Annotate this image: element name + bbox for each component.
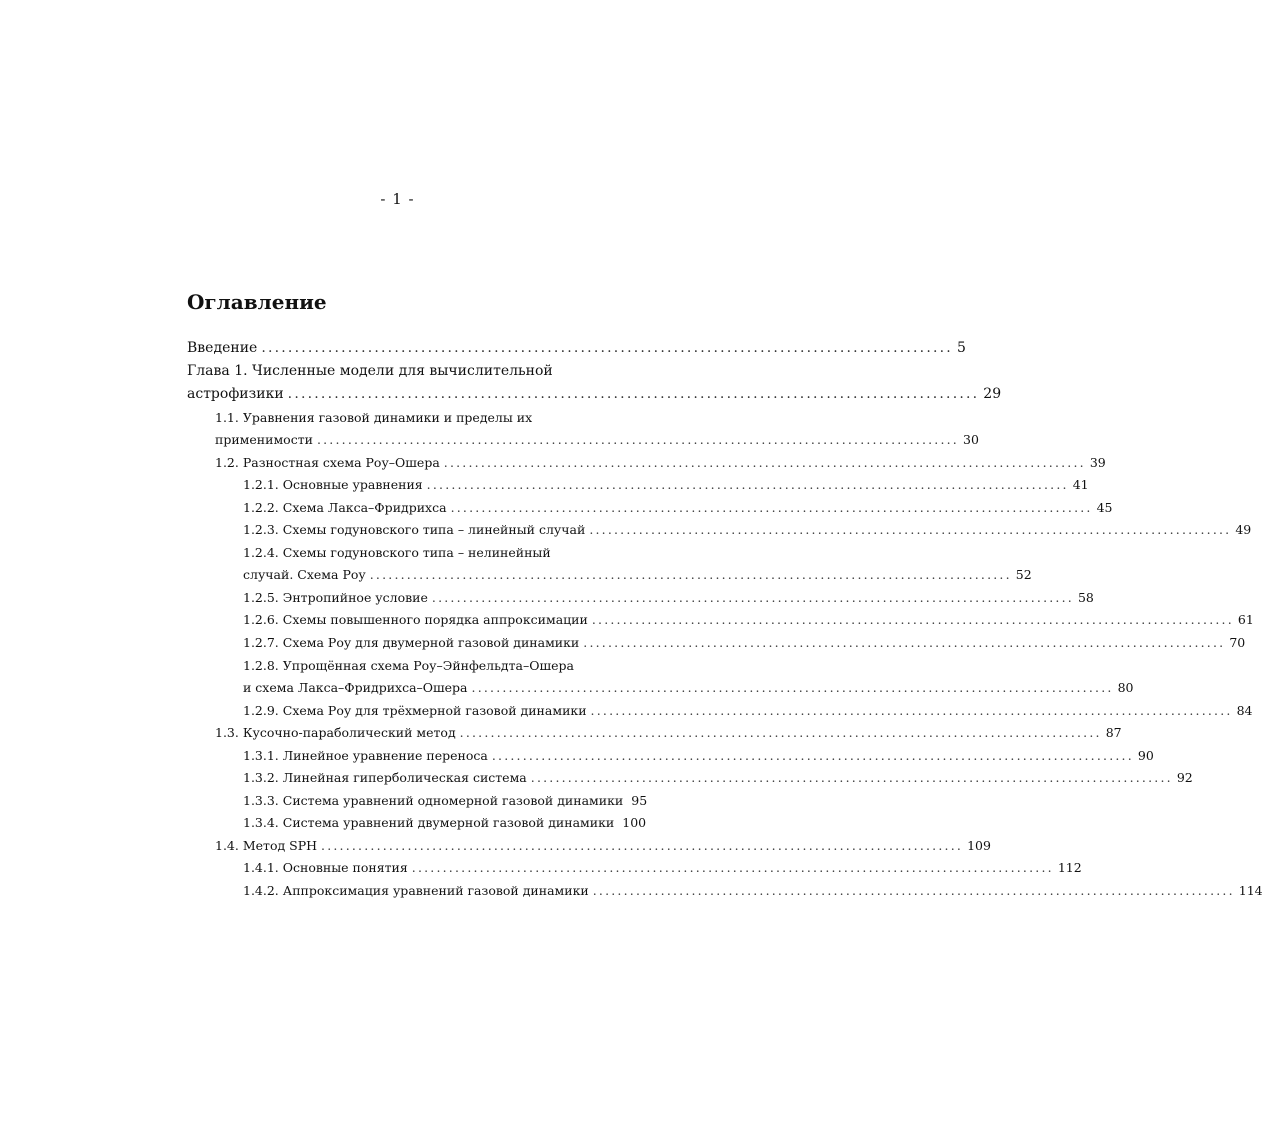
toc-entry-1-4[interactable] (215, 836, 991, 856)
toc-entry-1-2-3[interactable] (243, 520, 1252, 540)
dot-leader: ........................................................................................................ (583, 635, 1226, 650)
entry-text: 1.3.2. Линейная гиперболическая система (243, 770, 527, 785)
toc-entry-1-4-2[interactable] (243, 881, 1263, 901)
entry-text: случай. Схема Роу (243, 567, 366, 582)
entry-text: 1.1. Уравнения газовой динамики и пределы их (215, 410, 533, 425)
entry-page: 49 (1235, 522, 1252, 537)
toc-title: Оглавление (187, 290, 327, 314)
entry-text: 1.2.1. Основные уравнения (243, 477, 423, 492)
toc-entry-1-3-1[interactable] (243, 746, 1154, 766)
entry-page: 5 (956, 340, 966, 356)
entry-text: 1.4.1. Основные понятия (243, 860, 408, 875)
entry-page: 95 (631, 793, 648, 808)
toc-entry-1-3-2[interactable] (243, 768, 1193, 788)
dot-leader: ........................................................................................................ (287, 386, 980, 402)
dot-leader: ........................................................................................................ (431, 590, 1074, 605)
toc-entry-1-4-1[interactable] (243, 858, 1082, 878)
toc-entry-1-1-cont[interactable] (215, 430, 979, 450)
entry-page: 30 (963, 432, 979, 447)
dot-leader: ........................................................................................................ (261, 340, 953, 356)
toc-entry-1-3-3[interactable] (243, 791, 648, 811)
toc-entry-1-3[interactable] (215, 723, 1122, 743)
entry-text: и схема Лакса–Фридрихса–Ошера (243, 680, 468, 695)
entry-page: 61 (1237, 612, 1254, 627)
entry-text: 1.2.3. Схемы годуновского типа – линейный случай (243, 522, 586, 537)
toc-entry-1-2-9[interactable] (243, 701, 1253, 721)
entry-text: 1.2. Разностная схема Роу–Ошера (215, 455, 440, 470)
entry-text: Глава 1. Численные модели для вычислительной (187, 363, 553, 379)
dot-leader: ........................................................................................................ (530, 770, 1173, 785)
dot-leader: ........................................................................................................ (590, 703, 1233, 718)
entry-page: 112 (1057, 860, 1082, 875)
dot-leader: ........................................................................................................ (471, 680, 1114, 695)
toc-entry-1-2[interactable] (215, 453, 1106, 473)
entry-text: применимости (215, 432, 313, 447)
entry-page: 45 (1096, 500, 1113, 515)
entry-text: 1.2.9. Схема Роу для трёхмерной газовой динамики (243, 703, 587, 718)
entry-page: 29 (983, 386, 1002, 402)
dot-leader: ........................................................................................................ (426, 477, 1069, 492)
entry-text: 1.2.8. Упрощённая схема Роу–Эйнфельдта–Ошера (243, 658, 574, 673)
entry-page: 90 (1137, 748, 1154, 763)
entry-text: 1.2.5. Энтропийное условие (243, 590, 428, 605)
dot-leader: ........................................................................................................ (592, 883, 1235, 898)
toc-entry-1-2-2[interactable] (243, 498, 1113, 518)
toc-entry-chapter-1-cont[interactable] (187, 384, 1002, 404)
entry-page: 58 (1077, 590, 1094, 605)
dot-leader: ........................................................................................................ (443, 455, 1086, 470)
dot-leader: ........................................................................................................ (459, 725, 1102, 740)
entry-page: 52 (1015, 567, 1032, 582)
toc-entry-1-2-6[interactable] (243, 610, 1254, 630)
entry-text: 1.4. Метод SPH (215, 838, 318, 853)
entry-text: 1.2.4. Схемы годуновского типа – нелинейный (243, 545, 551, 560)
dot-leader: ........................................................................................................ (591, 612, 1234, 627)
dot-leader: ........................................................................................................ (450, 500, 1093, 515)
toc-entry-chapter-1[interactable] (187, 361, 639, 381)
entry-page: 87 (1105, 725, 1122, 740)
entry-page: 70 (1229, 635, 1246, 650)
entry-page: 41 (1072, 477, 1089, 492)
entry-text: 1.3.3. Система уравнений одномерной газовой динамики (243, 793, 624, 808)
entry-page: 80 (1117, 680, 1134, 695)
dot-leader: ........................................................................................................ (589, 522, 1232, 537)
toc-entry-1-3-4[interactable] (243, 813, 647, 833)
entry-page: 92 (1176, 770, 1193, 785)
entry-text: 1.3.1. Линейное уравнение переноса (243, 748, 488, 763)
entry-text: 1.2.2. Схема Лакса–Фридрихса (243, 500, 447, 515)
toc-entry-1-1[interactable] (215, 408, 639, 428)
entry-text: Введение (187, 340, 258, 356)
entry-page: 84 (1236, 703, 1253, 718)
toc-entry-introduction[interactable] (187, 338, 966, 358)
entry-text: 1.2.6. Схемы повышенного порядка аппроксимации (243, 612, 588, 627)
entry-text: 1.3.4. Система уравнений двумерной газовой динамики (243, 815, 615, 830)
entry-text: 1.4.2. Аппроксимация уравнений газовой динамики (243, 883, 589, 898)
toc-entry-1-2-4-cont[interactable] (243, 565, 1032, 585)
page-number: - 1 - (380, 190, 415, 208)
entry-page: 114 (1238, 883, 1263, 898)
dot-leader: ........................................................................................................ (316, 432, 959, 447)
dot-leader: ........................................................................................................ (411, 860, 1054, 875)
entry-page: 109 (967, 838, 991, 853)
toc-entry-1-2-5[interactable] (243, 588, 1094, 608)
toc-entry-1-2-8[interactable] (243, 656, 639, 676)
toc-entry-1-2-1[interactable] (243, 475, 1089, 495)
toc-entry-1-2-7[interactable] (243, 633, 1246, 653)
toc-entry-1-2-4[interactable] (243, 543, 639, 563)
dot-leader: ........................................................................................................ (369, 567, 1012, 582)
entry-page: 100 (622, 815, 647, 830)
entry-page: 39 (1089, 455, 1106, 470)
dot-leader: ........................................................................................................ (321, 838, 964, 853)
toc-entry-1-2-8-cont[interactable] (243, 678, 1134, 698)
entry-text: 1.2.7. Схема Роу для двумерной газовой динамики (243, 635, 580, 650)
dot-leader: ........................................................................................................ (491, 748, 1134, 763)
entry-text: 1.3. Кусочно-параболический метод (215, 725, 456, 740)
entry-text: астрофизики (187, 386, 284, 402)
